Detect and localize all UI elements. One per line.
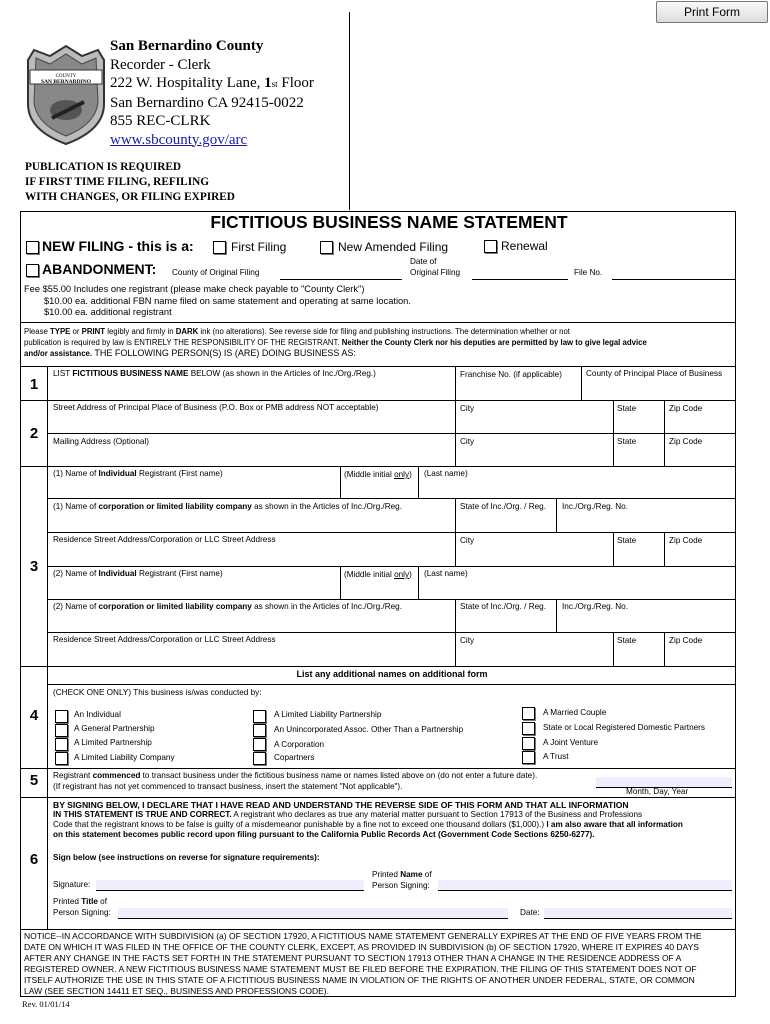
county-seal: [24, 44, 108, 148]
biz-type-limited-partnership: A Limited Partnership: [74, 738, 152, 747]
new-filing-label: NEW FILING - this is a:: [42, 238, 194, 254]
residence-2-label: Residence Street Address/Corporation or LLC Street Address: [53, 635, 276, 644]
fee-info: Fee $55.00 Includes one registrant (please make check payable to "County Clerk") $10.00 ea. additional FBN name filed on same statement and operating at same location. $10.00 ea. additional registrant: [24, 284, 411, 317]
print-form-label: Print Form: [683, 5, 740, 19]
zip-label: Zip Code: [669, 636, 703, 645]
check-one-label: (CHECK ONE ONLY) This business is/was conducted by:: [53, 688, 262, 697]
month-day-year-label: Month, Day, Year: [626, 787, 689, 796]
section-1-number: 1: [29, 376, 39, 393]
biz-type-trust: A Trust: [543, 752, 569, 761]
joint-venture-checkbox[interactable]: [522, 737, 535, 750]
printed-title-input[interactable]: [118, 908, 508, 919]
individual-2-label: (2) Name of Individual Registrant (First name): [53, 569, 223, 578]
publication-notice: PUBLICATION IS REQUIRED IF FIRST TIME FILING, REFILING WITH CHANGES, OR FILING EXPIRED: [25, 161, 235, 203]
individual-checkbox[interactable]: [55, 710, 68, 723]
married-couple-checkbox[interactable]: [522, 707, 535, 720]
llp-checkbox[interactable]: [253, 710, 266, 723]
copartners-checkbox[interactable]: [253, 752, 266, 765]
date-input[interactable]: [544, 908, 732, 919]
new-amended-label: New Amended Filing: [338, 240, 449, 254]
mailing-label: Mailing Address (Optional): [53, 437, 150, 446]
section-5-number: 5: [29, 772, 39, 789]
state-inc-label: State of Inc./Org. / Reg.: [460, 502, 547, 511]
printed-title-label: Printed Title of: [53, 897, 108, 906]
form-title: FICTITIOUS BUSINESS NAME STATEMENT: [210, 212, 568, 232]
additional-names-note: List any additional names on additional form: [296, 669, 488, 679]
section-4-number: 4: [29, 707, 39, 724]
biz-type-copartners: Copartners: [274, 753, 315, 762]
corporation-1-label: (1) Name of corporation or limited liability company as shown in the Articles of Inc./Org./Reg.: [53, 502, 402, 511]
new-amended-checkbox[interactable]: [320, 241, 333, 254]
biz-type-llc: A Limited Liability Company: [74, 753, 175, 762]
general-partnership-checkbox[interactable]: [55, 724, 68, 737]
file-no-label: File No.: [574, 268, 603, 277]
biz-type-domestic-partners: State or Local Registered Domestic Partners: [543, 723, 706, 732]
inc-no-label: Inc./Org./Reg. No.: [562, 602, 628, 611]
section-3-number: 3: [29, 558, 39, 575]
seal-top-text: COUNTY: [55, 74, 77, 79]
signature-input[interactable]: [96, 880, 364, 891]
corporation-2-label: (2) Name of corporation or limited liability company as shown in the Articles of Inc./Org./Reg.: [53, 602, 402, 611]
first-filing-label: First Filing: [231, 240, 287, 254]
biz-type-llp: A Limited Liability Partnership: [274, 710, 382, 719]
section-6-number: 6: [29, 851, 39, 868]
title-person-signing-label: Person Signing:: [53, 908, 111, 917]
last-name-label: (Last name): [424, 569, 468, 578]
state-label: State: [617, 437, 637, 446]
inc-no-label: Inc./Org./Reg. No.: [562, 502, 628, 511]
expiration-notice: NOTICE--IN ACCORDANCE WITH SUBDIVISION (a) OF SECTION 17920, A FICTITIOUS NAME STATEMENT GENERALLY EXPIRES AT THE END OF FIVE YEARS FROM THE DATE ON WHICH IT WAS FILED IN THE OFFICE OF THE COUNTY CLERK, EXCEPT, AS PROVIDED IN SUBDIVISION (b) OF SECTION 17920, WHERE IT EXPIRES 40 DAYS AFTER ANY CHANGE IN THE FACTS SET FORTH IN THE STATEMENT PURSUANT TO SECTION 17913 OTHER THAN A CHANGE IN THE RESIDENCE ADDRESS OF A REGISTERED OWNER. A NEW FICTITIOUS BUSINESS NAME STATEMENT MUST BE FILED BEFORE THE EXPIRATION. THE FILING OF THIS STATEMENT DOES NOT OF ITSELF AUTHORIZE THE USE IN THIS STATE OF A FICTITIOUS BUSINESS NAME IN VIOLATION OF THE RIGHTS OF ANOTHER UNDER FEDERAL, STATE, OR COMMON LAW (SEE SECTION 14411 ET SEQ., BUSINESS AND PROFESSIONS CODE).: [24, 931, 702, 996]
date-of-label: Date of: [410, 257, 437, 266]
office-address: 222 W. Hospitality Lane, 1st Floor: [110, 75, 314, 91]
state-label: State: [617, 636, 637, 645]
printed-name-label: Printed Name of: [372, 870, 432, 879]
seal-mid-text: SAN BERNARDINO: [41, 79, 91, 85]
state-label: State: [617, 404, 637, 413]
middle-initial-label: (Middle initial only): [344, 570, 412, 579]
original-filing-label: Original Filing: [410, 268, 461, 277]
printed-name-input[interactable]: [438, 880, 732, 891]
city-label: City: [460, 636, 475, 645]
state-inc-label: State of Inc./Org. / Reg.: [460, 602, 547, 611]
person-signing-label: Person Signing:: [372, 881, 430, 890]
biz-type-general-partnership: A General Partnership: [74, 724, 155, 733]
city-label: City: [460, 404, 475, 413]
biz-type-corporation: A Corporation: [274, 740, 325, 749]
city-label: City: [460, 536, 475, 545]
biz-type-individual: An Individual: [74, 710, 121, 719]
not-applicable-note: (If registrant has not yet commenced to transact business, insert the statement "Not applicable").: [53, 782, 403, 791]
first-filing-checkbox[interactable]: [213, 241, 226, 254]
limited-partnership-checkbox[interactable]: [55, 738, 68, 751]
biz-type-married-couple: A Married Couple: [543, 708, 607, 717]
zip-label: Zip Code: [669, 536, 703, 545]
zip-label: Zip Code: [669, 437, 703, 446]
instructions: Please TYPE or PRINT legibly and firmly in DARK ink (no alterations). See reverse side for filing and publishing instructions. The determination whether or not publication is required by law is ENTIRELY THE RESPONSIBILITY OF THE REGISTRANT. Neither the County Clerk nor his deputies are permitted by law to give legal advice and/or assistance. THE FOLLOWING PERSON(S) IS (ARE) DOING BUSINESS AS:: [24, 327, 647, 358]
abandonment-checkbox[interactable]: [26, 264, 39, 277]
office-city: San Bernardino CA 92415-0022: [110, 94, 304, 111]
print-form-button[interactable]: [656, 1, 768, 23]
website-link[interactable]: www.sbcounty.gov/arc: [110, 131, 248, 148]
county-original-label: County of Original Filing: [172, 268, 260, 277]
unincorporated-checkbox[interactable]: [253, 724, 266, 737]
franchise-label: Franchise No. (if applicable): [460, 370, 562, 379]
zip-label: Zip Code: [669, 404, 703, 413]
renewal-label: Renewal: [501, 239, 548, 253]
new-filing-checkbox[interactable]: [26, 241, 39, 254]
trust-checkbox[interactable]: [522, 751, 535, 764]
last-name-label: (Last name): [424, 469, 468, 478]
office-phone: 855 REC-CLRK: [110, 113, 211, 129]
corporation-checkbox[interactable]: [253, 738, 266, 751]
middle-initial-label: (Middle initial only): [344, 470, 412, 479]
street-principal-label: Street Address of Principal Place of Business (P.O. Box or PMB address NOT acceptable): [53, 403, 379, 412]
domestic-partners-checkbox[interactable]: [522, 722, 535, 735]
llc-checkbox[interactable]: [55, 752, 68, 765]
state-label: State: [617, 536, 637, 545]
individual-1-label: (1) Name of Individual Registrant (First name): [53, 469, 223, 478]
county-name: San Bernardino County: [110, 38, 264, 54]
renewal-checkbox[interactable]: [484, 240, 497, 253]
fbn-label: LIST FICTITIOUS BUSINESS NAME BELOW (as shown in the Articles of Inc./Org./Reg.): [53, 369, 376, 378]
city-label: City: [460, 437, 475, 446]
biz-type-unincorporated: An Unincorporated Assoc. Other Than a Partnership: [274, 725, 464, 734]
section-2-number: 2: [29, 425, 39, 442]
office-name: Recorder - Clerk: [110, 56, 211, 73]
declaration-text: BY SIGNING BELOW, I DECLARE THAT I HAVE READ AND UNDERSTAND THE REVERSE SIDE OF THIS FORM AND THAT ALL INFORMATION IN THIS STATEMENT IS TRUE AND CORRECT. A registrant who declares as true any material matter pursuant to Section 17913 of the Business and Professions Code that the registrant knows to be false is guilty of a misdemeanor punishable by a fine not to exceed one thousand dollars ($1,000).) I am also aware that all information on this statement becomes public record upon filing pursuant to the California Public Records Act (Government Code Sections 6250-6277).: [53, 800, 683, 839]
commenced-label: Registrant commenced to transact business under the fictitious business name or names listed above on (do not enter a future date).: [53, 771, 538, 780]
signature-label: Signature:: [53, 880, 91, 889]
residence-1-label: Residence Street Address/Corporation or LLC Street Address: [53, 535, 276, 544]
abandonment-label: ABANDONMENT:: [42, 261, 157, 277]
revision-label: Rev. 01/01/14: [22, 999, 70, 1009]
date-label: Date:: [520, 908, 540, 917]
county-principal-label: County of Principal Place of Business: [586, 369, 723, 378]
sign-below-label: Sign below (see instructions on reverse for signature requirements):: [53, 853, 320, 862]
biz-type-joint-venture: A Joint Venture: [543, 738, 599, 747]
